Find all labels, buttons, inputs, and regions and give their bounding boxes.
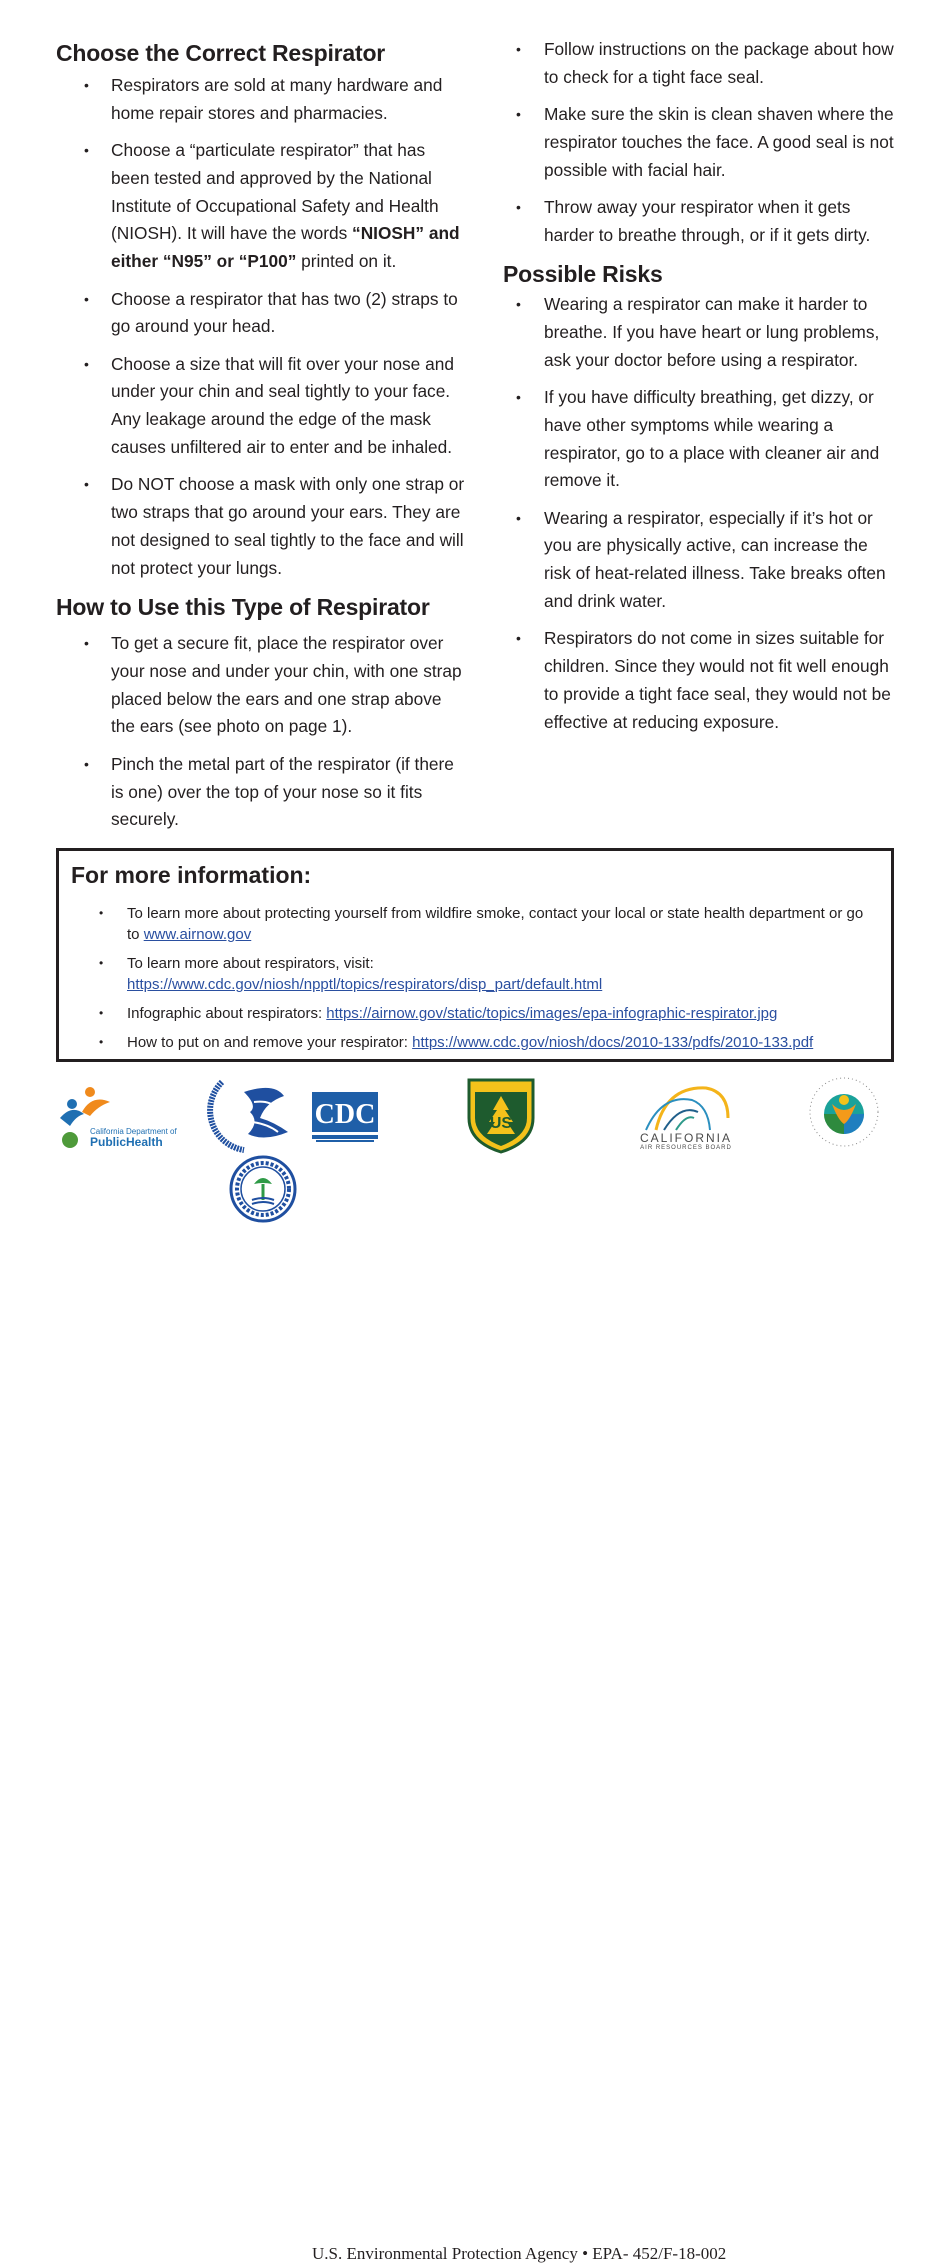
bullet-icon: • [516,296,521,313]
bullet-icon: • [516,509,521,526]
list-item: • Infographic about respirators: https://airnow.gov/static/topics/images/epa-infographic-respirator.jpg [99,1005,778,1022]
list-item: • To learn more about protecting yourself from wildfire smoke, contact your local or state health department or go to www.airnow.gov [99,905,864,943]
bullet-icon: • [516,41,521,57]
infographic-link[interactable]: https://airnow.gov/static/topics/images/epa-infographic-respirator.jpg [326,1005,778,1022]
how-to-use-list [56,630,466,834]
list-item: • Do NOT choose a mask with only one strap or two straps that go around your ears. They are not designed to seal tightly to the face and will not protect your lungs. [56,471,466,582]
footer-citation: U.S. Environmental Protection Agency • EPA- 452/F-18-002 [312,2244,727,2263]
bullet-icon: • [516,630,521,647]
right-column [503,36,898,746]
bullet-icon: • [99,1035,104,1049]
list-item: • Choose a size that will fit over your nose and under your chin and seal tightly to your face. Any leakage around the edge of the mask causes unfiltered air to enter and be inhaled. [56,351,466,462]
section-title-how-to-use: How to Use this Type of Respirator [56,594,430,621]
how-to-use-list-continued [503,36,898,250]
airnow-link[interactable]: www.airnow.gov [143,926,252,943]
niosh-emphasis: “NIOSH” and either “N95” or “P100” [111,223,460,272]
carb-logo [636,1078,736,1150]
forest-service-text: US [489,1115,513,1132]
oehha-logo [806,1074,882,1150]
carb-line2: AIR RESOURCES BOARD [640,1145,732,1151]
bullet-icon: • [99,956,104,970]
list-item: • How to put on and remove your respirator: https://www.cdc.gov/niosh/docs/2010-133/pdfs/2010-133.pdf [99,1034,814,1051]
list-item: • Choose a respirator that has two (2) straps to go around your head. [56,286,466,342]
cdph-line2: PublicHealth [90,1135,163,1149]
epa-logo [228,1154,298,1224]
cdc-respirators-link[interactable]: https://www.cdc.gov/niosh/npptl/topics/respirators/disp_part/default.html [127,976,603,993]
bullet-icon: • [84,77,89,93]
bullet-icon: • [84,355,89,372]
list-item: • Follow instructions on the package about how to check for a tight face seal. [503,36,898,92]
list-item: • Choose a “particulate respirator” that has been tested and approved by the National Institute of Occupational Safety and Health (NIOSH). It will have the words “NIOSH” and either “N95” or “P100” printed on it. [56,137,466,276]
bullet-icon: • [99,1006,104,1020]
list-item: • Pinch the metal part of the respirator (if there is one) over the top of your nose so it fits securely. [56,751,466,834]
risks-list [503,291,898,736]
choose-list [56,72,466,583]
bullet-icon: • [84,476,89,493]
bullet-icon: • [84,290,89,307]
left-column [56,36,466,844]
list-item: • Wearing a respirator, especially if it’s hot or you are physically active, can increase the risk of heat-related illness. Take breaks often and drink water. [503,505,898,616]
section-title-possible-risks: Possible Risks [503,261,663,288]
more-info-title: For more information: [71,862,312,888]
list-item: • Respirators are sold at many hardware and home repair stores and pharmacies. [56,72,466,128]
cdph-line1: California Department of [90,1127,177,1136]
put-on-remove-link[interactable]: https://www.cdc.gov/niosh/docs/2010-133/pdfs/2010-133.pdf [412,1034,814,1051]
cdc-logo [312,1092,378,1144]
list-item: • Throw away your respirator when it gets harder to breathe through, or if it gets dirty. [503,194,898,250]
cdc-logo-text: CDC [314,1099,376,1130]
bullet-icon: • [84,635,89,652]
agency-logos [0,1068,950,2263]
carb-line1: CALIFORNIA [639,1131,733,1145]
list-item: • Respirators do not come in sizes suitable for children. Since they would not fit well enough to provide a tight face seal, they would not be effective at reducing exposure. [503,625,898,736]
section-title-choose: Choose the Correct Respirator [56,40,386,66]
bullet-icon: • [516,388,521,405]
more-info-box [56,848,894,1062]
forest-service-logo [465,1076,537,1154]
bullet-icon: • [516,198,521,215]
bullet-icon: • [516,106,521,123]
more-info-list [71,903,879,1053]
cdph-logo [58,1074,177,1154]
list-item: • Wearing a respirator can make it harder to breathe. If you have heart or lung problems, ask your doctor before using a respirator. [503,291,898,374]
bullet-icon: • [84,755,89,772]
list-item: • Make sure the skin is clean shaven where the respirator touches the face. A good seal is not possible with facial hair. [503,101,898,184]
bullet-icon: • [84,142,89,159]
hhs-logo [214,1072,298,1156]
bullet-icon: • [99,906,104,920]
list-item: • To get a secure fit, place the respirator over your nose and under your chin, with one strap placed below the ears and one strap above the ears (see photo on page 1). [56,630,466,741]
list-item: • If you have difficulty breathing, get dizzy, or have other symptoms while wearing a respirator, go to a place with cleaner air and remove it. [503,384,898,495]
list-item: • To learn more about respirators, visit: https://www.cdc.gov/niosh/npptl/topics/respirators/disp_part/default.html [99,955,603,993]
